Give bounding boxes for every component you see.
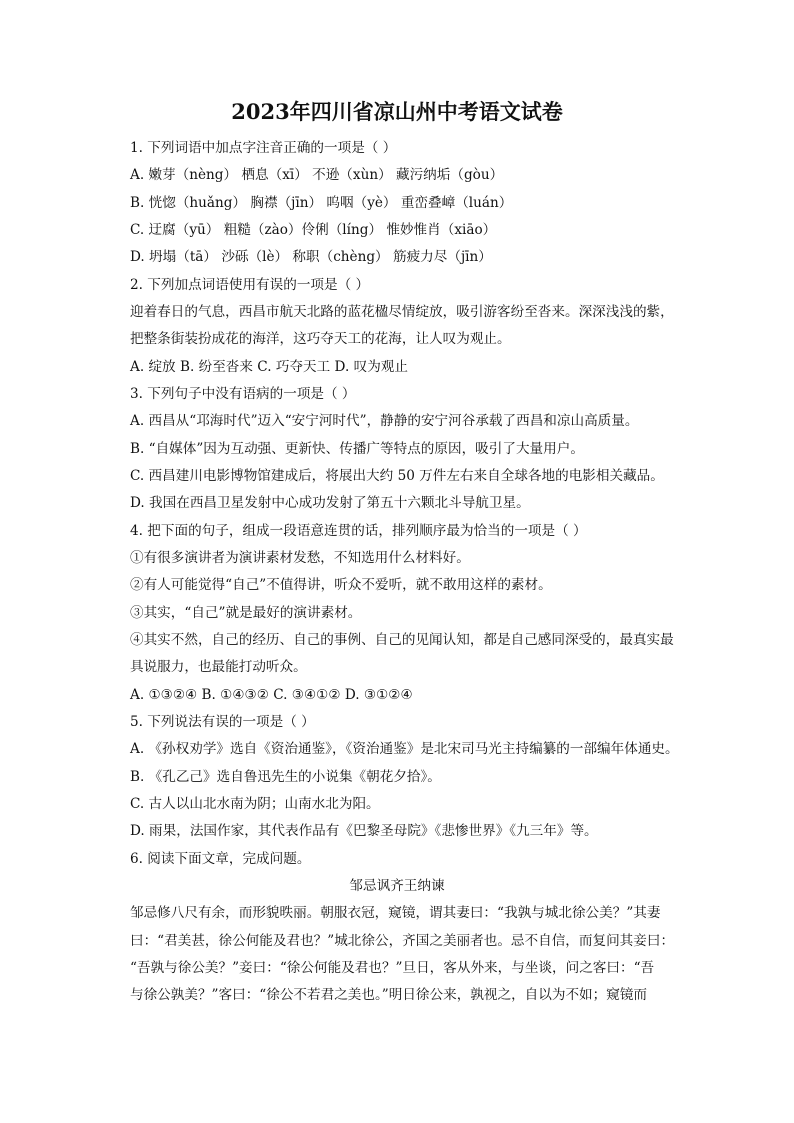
- q5-option-c: C. 古人以山北水南为阴；山南水北为阳。: [130, 796, 380, 812]
- passage-title: 邹忌讽齐王纳谏: [349, 878, 445, 894]
- q5-stem: 5. 下列说法有误的一项是（ ）: [130, 714, 315, 730]
- q3-option-b: B. “自媒体”因为互动强、更新快、传播广等特点的原因，吸引了大量用户。: [130, 441, 584, 457]
- q2-passage-line-1: 迎着春日的气息，西昌市航天北路的蓝花楹尽情绽放，吸引游客纷至沓来。深深浅浅的紫，: [130, 304, 674, 320]
- passage-line-4: 与徐公孰美？”客曰：“徐公不若君之美也。”明日徐公来，孰视之，自以为不如；窥镜而: [130, 987, 648, 1003]
- q4-options: A. ①③②④ B. ①④③② C. ③④①② D. ③①②④: [130, 687, 413, 703]
- q5-option-d: D. 雨果，法国作家，其代表作品有《巴黎圣母院》《悲惨世界》《九三年》等。: [130, 823, 598, 839]
- q3-option-d: D. 我国在西昌卫星发射中心成功发射了第五十六颗北斗导航卫星。: [130, 495, 530, 511]
- q4-sentence-3: ③其实，“自己”就是最好的演讲素材。: [130, 605, 362, 621]
- q1-option-d: D. 坍塌（tā） 沙砾（lè） 称职（chèng） 筋疲力尽（jīn）: [130, 249, 492, 265]
- q5-option-a: A. 《孙权劝学》选自《资治通鉴》，《资治通鉴》是北宋司马光主持编纂的一部编年体通史。: [130, 741, 679, 757]
- q4-sentence-4-line-2: 具说服力，也最能打动听众。: [130, 659, 307, 675]
- q6-stem: 6. 阅读下面文章，完成问题。: [130, 851, 311, 867]
- q4-sentence-4-line-1: ④其实不然，自己的经历、自己的事例、自己的见闻认知，都是自己感同深受的，最真实最: [130, 632, 674, 648]
- passage-line-3: “吾孰与徐公美？”妾曰：“徐公何能及君也？”旦日，客从外来，与坐谈，问之客曰：“吾: [130, 960, 655, 976]
- q2-passage-line-2: 把整条街装扮成花的海洋，这巧夺天工的花海，让人叹为观止。: [130, 331, 511, 347]
- passage-line-1: 邹忌修八尺有余，而形貌昳丽。朝服衣冠，窥镜，谓其妻曰：“我孰与城北徐公美？”其妻: [130, 905, 661, 921]
- q4-sentence-2: ②有人可能觉得“自己”不值得讲，听众不爱听，就不敢用这样的素材。: [130, 577, 552, 593]
- q4-sentence-1: ①有很多演讲者为演讲素材发愁，不知选用什么材料好。: [130, 550, 470, 566]
- q3-stem: 3. 下列句子中没有语病的一项是（ ）: [130, 386, 356, 402]
- q3-option-a: A. 西昌从“邛海时代”迈入“安宁河时代”，静静的安宁河谷承载了西昌和凉山高质量。: [130, 413, 639, 429]
- q1-option-b: B. 恍惚（huǎng） 胸襟（jīn） 呜咽（yè） 重峦叠嶂（luán）: [130, 195, 513, 211]
- q1-option-a: A. 嫩芽（nèng） 栖息（xī） 不逊（xùn） 藏污纳垢（gòu）: [130, 167, 504, 183]
- q1-option-c: C. 迂腐（yū） 粗糙（zào）伶俐（líng） 惟妙惟肖（xiāo）: [130, 222, 497, 238]
- q2-stem: 2. 下列加点词语使用有误的一项是（ ）: [130, 277, 370, 293]
- passage-line-2: 曰：“君美甚，徐公何能及君也？”城北徐公，齐国之美丽者也。忌不自信，而复问其妾曰：: [130, 933, 675, 949]
- q3-option-c: C. 西昌建川电影博物馆建成后，将展出大约 50 万件左右来自全球各地的电影相关藏品。: [130, 468, 664, 484]
- q2-options: A. 绽放 B. 纷至沓来 C. 巧夺天工 D. 叹为观止: [130, 359, 408, 375]
- page-title: 2023年四川省凉山州中考语文试卷: [231, 99, 563, 124]
- q4-stem: 4. 把下面的句子，组成一段语意连贯的话，排列顺序最为恰当的一项是（ ）: [130, 523, 587, 539]
- q1-stem: 1. 下列词语中加点字注音正确的一项是（ ）: [130, 140, 397, 156]
- q5-option-b: B. 《孔乙己》选自鲁迅先生的小说集《朝花夕拾》。: [130, 769, 441, 785]
